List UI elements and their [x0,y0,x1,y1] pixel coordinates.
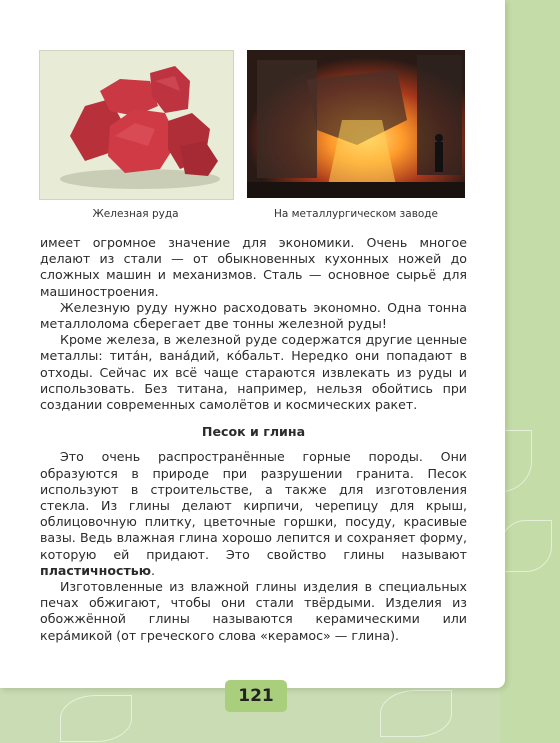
paragraph-steel-importance: имеет огромное значение для экономики. Очень многое делают из стали — от обыкновенных кухонных ножей до сложных машин и механизмов. Сталь — основное сырьё для машиностроения. [40,235,467,299]
steel-plant-caption: На металлургическом заводе [273,208,439,220]
leaf-decoration-4 [60,695,132,742]
paragraph-other-metals: Кроме железа, в железной руде содержатся другие ценные металлы: тита́н, вана́дий, ко́бальт. Нередко они попадают в отходы. Сейчас их всё чаще стараются извлекать из руды и использовать. Без титана, например, нельзя обойтись при создании современных самолётов и космических ракет. [40,332,467,413]
leaf-decoration-3 [380,690,452,737]
body-text [40,235,467,644]
sand-clay-end: . [150,562,155,578]
iron-ore-image [40,51,233,199]
steel-plant-photo [247,50,465,198]
paragraph-ceramics: Изготовленные из влажной глины изделия в специальных печах обжигают, чтобы они стали твёрдыми. Изделия из обожжённой глины называются керамическими или кера́микой (от греческого слова «керамос» — глина). [40,579,467,643]
background-right-strip [500,0,560,743]
leaf-decoration-2 [500,520,552,572]
iron-ore-photo [39,50,234,200]
page-number: 121 [225,680,287,712]
section-heading: Песок и глина [201,424,306,440]
iron-ore-caption: Железная руда [92,208,179,220]
sand-clay-text: Это очень распространённые горные породы. Они образуются в природе при разрушении гранита. Песок используют в строительстве, а также для изготовления стекла. Из глины делают кирпичи, черепицу для крыш, облицовочную плитку, цветочные горшки, посуду, красивые вазы. Ведь влажная глина хорошо лепится и сохраняет форму, которую ей придают. Это свойство глины называют [40,449,467,562]
steel-plant-image [247,50,465,198]
term-plasticity: пластичностью [40,562,151,578]
paragraph-sand-clay [40,449,467,579]
paragraph-iron-economy: Железную руду нужно расходовать экономно. Одна тонна металлолома сберегает две тонны железной руды! [40,299,467,332]
